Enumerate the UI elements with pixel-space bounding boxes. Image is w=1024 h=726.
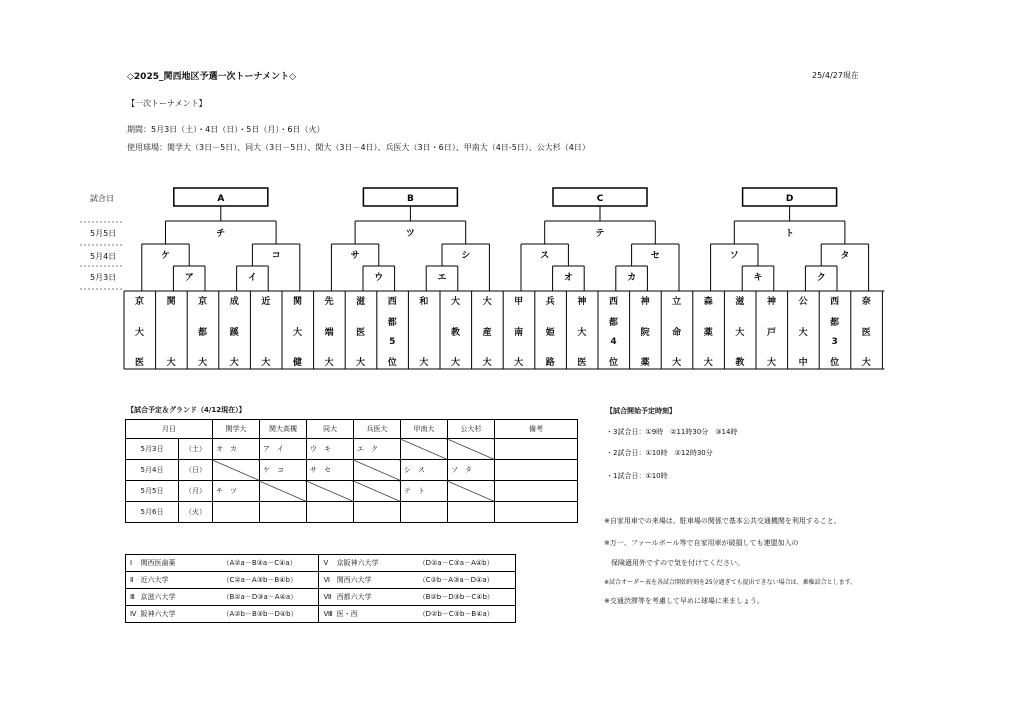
- team-char: 都: [387, 318, 397, 329]
- semi-match-label: ソ: [729, 251, 739, 261]
- team-char: 都: [198, 327, 208, 338]
- schedule-cell: [260, 481, 307, 502]
- team-char: 大: [577, 327, 587, 338]
- schedule-cell: エ ク: [354, 439, 401, 460]
- pool-name: 近六大学: [136, 572, 218, 589]
- pool-num2: Ⅴ: [319, 555, 333, 572]
- team-column: [408, 292, 439, 368]
- final-match-label: ツ: [405, 229, 415, 239]
- team-char: 大: [482, 297, 492, 307]
- team-column: [788, 292, 819, 368]
- schedule-cell: [354, 481, 401, 502]
- schedule-row: [126, 439, 578, 460]
- pool-row: [126, 572, 516, 589]
- pool-name2: 西都六大学: [333, 589, 415, 606]
- team-char: 大: [672, 358, 682, 368]
- team-column: [250, 292, 281, 368]
- team-char: 大: [703, 358, 713, 368]
- first-match-label: ア: [184, 273, 194, 283]
- team-char: 西: [608, 297, 618, 307]
- schedule-cell: [401, 439, 448, 460]
- block-label: C: [596, 194, 604, 204]
- pool-num: Ⅰ: [126, 555, 137, 572]
- pool-name2: 京阪神六大学: [333, 555, 415, 572]
- team-column: [282, 292, 313, 368]
- team-char: 京: [134, 297, 144, 307]
- team-char: 大: [482, 358, 492, 368]
- schedule-cell: ア イ: [260, 439, 307, 460]
- schedule-cell: テ ト: [401, 481, 448, 502]
- pool-name: 関西医歯薬: [136, 555, 218, 572]
- as-of-date: 25/4/27現在: [812, 71, 859, 80]
- first-match-label: ウ: [374, 273, 384, 283]
- team-char: 産: [482, 327, 492, 338]
- team-column: [724, 292, 755, 368]
- team-char: 関: [292, 297, 302, 307]
- venues-text: 使用球場：関学大（3日－5日）、同大（3日－5日）、関大（3日－4日）、兵医大（3日・6日）、甲南大（4日-5日）、公大杉（4日）: [127, 143, 590, 152]
- schedule-cell: サ セ: [307, 460, 354, 481]
- remarks-cell: [495, 439, 578, 460]
- pool-num: Ⅳ: [126, 606, 137, 623]
- team-char: 姫: [545, 327, 555, 338]
- row-weekday: （土）: [179, 439, 213, 460]
- schedule-cell: [307, 481, 354, 502]
- row-weekday: （火）: [179, 502, 213, 523]
- team-char: 大: [798, 327, 808, 338]
- first-match-label: オ: [563, 273, 573, 283]
- team-char: 4: [610, 336, 617, 347]
- team-char: 大: [450, 358, 460, 368]
- team-char: 大: [419, 358, 429, 368]
- team-char: 院: [640, 327, 650, 338]
- pool-num: Ⅱ: [126, 572, 137, 589]
- team-char: 蹊: [229, 327, 239, 338]
- semi-match-label: サ: [350, 251, 360, 261]
- team-column: [630, 292, 661, 368]
- schedule-cell: シ ス: [401, 460, 448, 481]
- pool-name: 京滋六大学: [136, 589, 218, 606]
- row-date: 5月5日: [126, 481, 179, 502]
- schedule-header-row: [126, 420, 578, 439]
- note: ※自家用車での来場は、駐車場の関係で基本公共交通機関を利用すること。: [604, 517, 841, 525]
- block-label: B: [406, 194, 414, 204]
- team-char: 大: [356, 358, 366, 368]
- semi-match-label: タ: [840, 251, 850, 261]
- team-char: 3: [831, 336, 838, 347]
- schedule-cell: ケ コ: [260, 460, 307, 481]
- team-char: 大: [166, 358, 176, 368]
- pools-table: [125, 554, 516, 623]
- team-char: 大: [766, 358, 776, 368]
- team-char: 大: [261, 358, 271, 368]
- team-char: 大: [450, 297, 460, 307]
- schedule-cell: [260, 502, 307, 523]
- team-column: [187, 292, 218, 368]
- semi-match-label: シ: [461, 251, 471, 261]
- team-char: 大: [229, 358, 239, 368]
- row-date: 5月4日: [126, 460, 179, 481]
- row-weekday: （日）: [179, 460, 213, 481]
- schedule-row: [126, 502, 578, 523]
- header-date: 月日: [126, 420, 213, 439]
- block-label: D: [785, 194, 794, 204]
- team-column: [219, 292, 250, 368]
- page-title: ◇2025_関西地区予選一次トーナメント◇: [127, 72, 297, 82]
- pool-num2: Ⅶ: [319, 589, 333, 606]
- team-char: 滋: [356, 297, 366, 307]
- team-char: 滋: [735, 297, 745, 307]
- team-column: [535, 292, 566, 368]
- pool-order: （C②a－A③b－B④b）: [218, 572, 319, 589]
- team-char: 和: [419, 297, 429, 307]
- header-venue: 公大杉: [448, 420, 495, 439]
- team-column: [156, 292, 187, 368]
- team-char: 奈: [861, 297, 871, 307]
- block-label: A: [217, 194, 225, 204]
- team-char: 成: [229, 297, 239, 307]
- pool-num2: Ⅷ: [319, 606, 333, 623]
- team-char: 南: [514, 327, 524, 338]
- team-column: [661, 292, 692, 368]
- team-char: 大: [324, 358, 334, 368]
- team-char: 近: [261, 297, 271, 307]
- team-char: 健: [292, 358, 302, 368]
- team-column: [566, 292, 597, 368]
- remarks-cell: [495, 502, 578, 523]
- pool-num: Ⅲ: [126, 589, 137, 606]
- final-match-label: ト: [785, 229, 795, 239]
- remarks-cell: [495, 481, 578, 502]
- team-column: [314, 292, 345, 368]
- first-match-label: エ: [437, 273, 447, 283]
- final-match-label: チ: [216, 229, 226, 239]
- team-char: 大: [198, 358, 208, 368]
- note: 保険適用外ですので気を付けてください。: [604, 559, 744, 567]
- section-title: 【一次トーナメント】: [127, 99, 207, 108]
- row-date: 5月6日: [126, 502, 179, 523]
- team-char: 神: [640, 297, 650, 307]
- team-column: [503, 292, 534, 368]
- pool-row: [126, 555, 516, 572]
- period-text: 期間：5月3日（土）・4日（日）・5日（月）・6日（火）: [127, 125, 325, 134]
- pool-name2: 関西六大学: [333, 572, 415, 589]
- pool-order2: （B②b－D③b－C④b）: [415, 589, 516, 606]
- team-char: 位: [608, 357, 618, 368]
- team-char: 医: [356, 327, 366, 338]
- team-char: 西: [830, 297, 840, 307]
- pool-order2: （D②a－C③a－A④b）: [415, 555, 516, 572]
- team-char: 大: [861, 358, 871, 368]
- final-match-label: テ: [595, 229, 605, 239]
- team-char: 大: [134, 327, 144, 338]
- schedule-cell: ウ キ: [307, 439, 354, 460]
- schedule-cell: ソ タ: [448, 460, 495, 481]
- schedule-cell: [448, 481, 495, 502]
- team-char: 京: [198, 297, 208, 307]
- team-column: [472, 292, 503, 368]
- schedule-cell: [213, 460, 260, 481]
- schedule-cell: オ カ: [213, 439, 260, 460]
- header-venue: 関大高槻: [260, 420, 307, 439]
- team-char: 医: [861, 327, 871, 338]
- row-date: 5月3日: [126, 439, 179, 460]
- team-column: [756, 292, 787, 368]
- first-match-label: イ: [247, 273, 257, 283]
- team-column: [851, 292, 882, 368]
- team-char: 大: [292, 327, 302, 338]
- semi-match-label: ケ: [160, 251, 171, 261]
- team-char: 立: [672, 297, 682, 307]
- pool-order2: （D②b－C③b－B④a）: [415, 606, 516, 623]
- header-venue: 同大: [307, 420, 354, 439]
- schedule-title: 【試合予定＆グランド（4/12現在）】: [127, 406, 246, 414]
- team-char: 教: [450, 327, 460, 338]
- note: ※交通渋滞等を考慮して早めに球場に来ましょう。: [604, 597, 764, 605]
- team-char: 戸: [766, 327, 776, 338]
- schedule-cell: [307, 502, 354, 523]
- team-char: 教: [735, 358, 745, 368]
- team-char: 位: [387, 357, 397, 368]
- row-weekday: （月）: [179, 481, 213, 502]
- day-may3: 5月3日: [90, 273, 117, 282]
- team-char: 兵: [545, 297, 555, 307]
- pool-name2: 医・西: [333, 606, 415, 623]
- team-char: 命: [672, 327, 682, 338]
- first-match-label: ク: [816, 273, 826, 283]
- team-char: 西: [387, 297, 397, 307]
- team-char: 関: [166, 297, 176, 307]
- team-char: 森: [703, 297, 713, 307]
- team-char: 公: [798, 297, 808, 307]
- schedule-row: [126, 481, 578, 502]
- team-column: [819, 292, 850, 368]
- team-char: 薬: [640, 358, 650, 368]
- first-match-label: キ: [753, 273, 763, 283]
- day-may5: 5月5日: [90, 229, 117, 238]
- team-char: 神: [577, 297, 587, 307]
- schedule-cell: [448, 439, 495, 460]
- team-char: 医: [134, 358, 144, 368]
- team-char: 都: [830, 318, 840, 329]
- pool-order: （B②a－D③a－A④a）: [218, 589, 319, 606]
- day-may4: 5月4日: [90, 252, 117, 261]
- team-char: 大: [735, 327, 745, 338]
- pool-order: （A②b－B③b－D④b）: [218, 606, 319, 623]
- team-char: 先: [324, 297, 334, 307]
- schedule-cell: [448, 502, 495, 523]
- first-match-label: カ: [627, 273, 637, 283]
- team-char: 路: [545, 358, 555, 368]
- team-column: [440, 292, 471, 368]
- pool-order: （A②a－B③a－C④a）: [218, 555, 319, 572]
- team-char: 甲: [514, 297, 524, 307]
- schedule-table: [125, 419, 578, 523]
- team-char: 大: [514, 358, 524, 368]
- times-title: 【試合開始予定時刻】: [606, 407, 676, 415]
- pool-name: 阪神六大学: [136, 606, 218, 623]
- pool-order2: （C②b－A③a－D④a）: [415, 572, 516, 589]
- remarks-cell: [495, 460, 578, 481]
- schedule-cell: チ ツ: [213, 481, 260, 502]
- semi-match-label: セ: [650, 251, 660, 261]
- note: ※万一、ファールボール等で自家用車が破損しても連盟加入の: [604, 539, 799, 547]
- team-column: [598, 292, 629, 368]
- times-line: ・2試合日：①10時 ②12時30分: [606, 449, 713, 457]
- header-venue: 甲南大: [401, 420, 448, 439]
- team-char: 中: [798, 358, 808, 368]
- semi-match-label: ス: [540, 251, 550, 261]
- team-char: 位: [830, 357, 840, 368]
- header-venue: 兵医大: [354, 420, 401, 439]
- times-line: ・1試合日：①10時: [606, 472, 668, 480]
- schedule-cell: [401, 502, 448, 523]
- times-line: ・3試合日：①9時 ②11時30分 ③14時: [606, 428, 738, 436]
- schedule-cell: [354, 502, 401, 523]
- team-char: 神: [766, 297, 776, 307]
- header-remarks: 備考: [495, 420, 578, 439]
- team-column: [345, 292, 376, 368]
- team-char: 都: [608, 318, 618, 329]
- schedule-cell: [213, 502, 260, 523]
- pool-num2: Ⅵ: [319, 572, 333, 589]
- schedule-cell: [354, 460, 401, 481]
- team-column: [693, 292, 724, 368]
- team-char: 端: [324, 327, 334, 338]
- header-venue: 関学大: [213, 420, 260, 439]
- team-char: 5: [389, 336, 396, 347]
- schedule-row: [126, 460, 578, 481]
- team-column: [124, 292, 155, 368]
- note: ※試合オーダー表を各試合開始時刻を25分過ぎても提出できない場合は、棄権試合とします。: [604, 579, 857, 586]
- team-column: [377, 292, 408, 368]
- day-label: 試合日: [90, 194, 114, 203]
- semi-match-label: コ: [271, 251, 281, 261]
- pool-row: [126, 606, 516, 623]
- team-char: 医: [577, 358, 587, 368]
- pool-row: [126, 589, 516, 606]
- team-char: 薬: [703, 327, 713, 338]
